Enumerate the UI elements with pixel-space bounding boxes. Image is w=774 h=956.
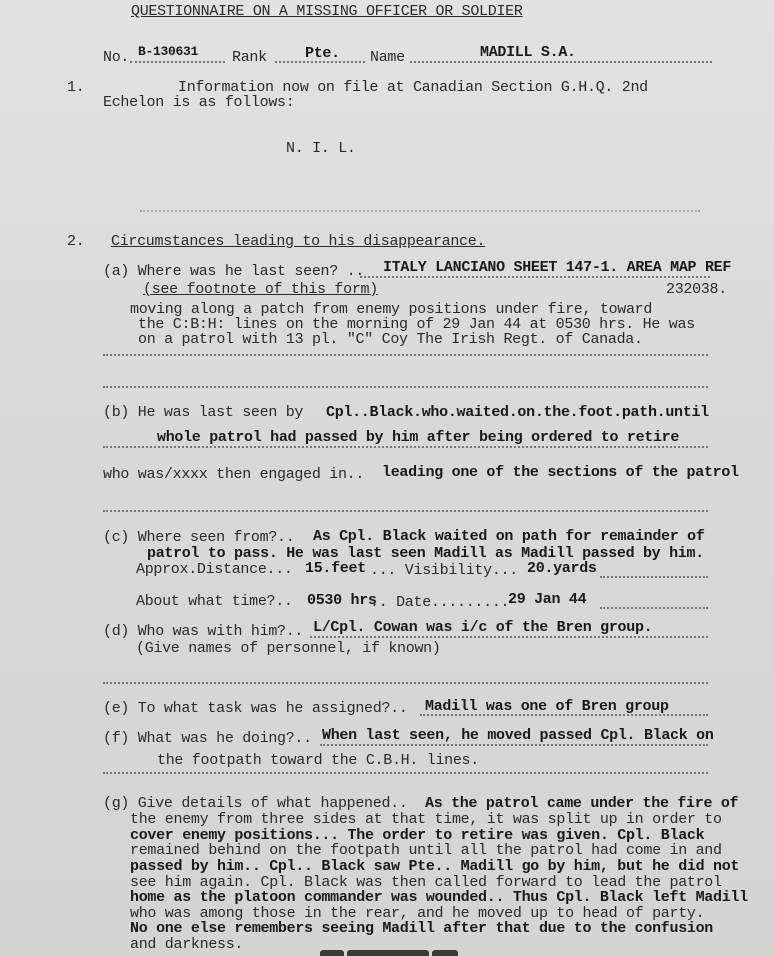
dotted-line [420, 714, 708, 716]
distance-label: Approx.Distance... [136, 561, 293, 578]
section1-line1: Information now on file at Canadian Section G.H.Q. 2nd [178, 79, 648, 96]
viewer-toolbar-button[interactable] [347, 950, 429, 956]
viewer-toolbar-button[interactable] [320, 950, 344, 956]
answer-f-1: When last seen, he moved passed Cpl. Black on [322, 727, 714, 744]
answer-a-dots [360, 276, 710, 278]
answer-b-1: Cpl..Black.who.waited.on.the.foot.path.until [326, 404, 709, 421]
answer-e: Madill was one of Bren group [425, 698, 669, 715]
answer-g-line: home as the platoon commander was wounded.. Thus Cpl. Black left Madill [130, 889, 748, 906]
visibility-value: 20.yards [527, 560, 597, 577]
name-label: Name [370, 49, 405, 66]
question-g: (g) Give details of what happened.. [103, 795, 408, 812]
dotted-line [320, 744, 708, 746]
footnote-ref: (see footnote of this form) [143, 281, 378, 298]
visibility-label: ... Visibility... [370, 562, 518, 579]
answer-a-mapref: 232038. [666, 281, 727, 298]
question-c: (c) Where seen from?.. [103, 529, 295, 546]
question-e: (e) To what task was he assigned?.. [103, 700, 408, 717]
dotted-line [103, 510, 708, 512]
rank-value: Pte. [305, 45, 340, 62]
rank-dots [275, 61, 365, 63]
viewer-toolbar-button[interactable] [432, 950, 458, 956]
question-a: (a) Where was he last seen? .. [103, 263, 365, 280]
dotted-line [103, 354, 708, 356]
label-b-engaged: who was/xxxx then engaged in.. [103, 466, 365, 483]
answer-f-2: the footpath toward the C.B.H. lines. [157, 752, 479, 769]
answer-g-line: cover enemy positions... The order to retire was given. Cpl. Black [130, 827, 705, 844]
question-d: (d) Who was with him?.. [103, 623, 304, 640]
answer-c-1: As Cpl. Black waited on path for remainder of [313, 528, 705, 545]
answer-g-line: the enemy from three sides at that time, it was split up in order to [130, 811, 722, 828]
answer-c-2: patrol to pass. He was last seen Madill as Madill passed by him. [147, 545, 704, 562]
dotted-line [103, 772, 708, 774]
answer-g-line: who was among those in the rear, and he moved up to head of party. [130, 905, 705, 922]
answer-b-3: leading one of the sections of the patrol [382, 464, 739, 481]
answer-a-line: the C:B:H: lines on the morning of 29 Jan 44 at 0530 hrs. He was [138, 316, 695, 333]
dotted-line [103, 386, 708, 388]
note-d: (Give names of personnel, if known) [136, 640, 441, 657]
answer-g-line: see him again. Cpl. Black was then called forward to lead the patrol [130, 874, 722, 891]
section1-number: 1. [67, 79, 85, 96]
section1-value: N. I. L. [286, 140, 356, 157]
answer-b-2: whole patrol had passed by him after being ordered to retire [157, 429, 680, 446]
section2-heading: Circumstances leading to his disappearance. [111, 233, 486, 250]
dotted-line [600, 576, 708, 578]
name-dots [410, 61, 712, 63]
section1-line2: Echelon is as follows: [103, 94, 295, 111]
dotted-line [310, 636, 708, 638]
question-f: (f) What was he doing?.. [103, 730, 312, 747]
answer-a-location: ITALY LANCIANO SHEET 147-1. AREA MAP REF [383, 259, 732, 276]
dotted-line [600, 607, 708, 609]
form-title: QUESTIONNAIRE ON A MISSING OFFICER OR SOLDIER [131, 3, 523, 20]
answer-g-line: and darkness. [130, 936, 244, 953]
answer-g-first: As the patrol came under the fire of [425, 795, 739, 812]
date-label: .. Date......... [370, 594, 510, 611]
answer-a-line: on a patrol with 13 pl. "C" Coy The Irish Regt. of Canada. [138, 331, 643, 348]
time-label: About what time?.. [136, 593, 293, 610]
section1-dots [140, 210, 700, 212]
answer-g-line: passed by him.. Cpl.. Black saw Pte.. Madill go by him, but he did not [130, 858, 740, 875]
question-b: (b) He was last seen by [103, 404, 304, 421]
dotted-line [103, 682, 708, 684]
dotted-line [103, 446, 708, 448]
time-value: 0530 hrs [307, 592, 377, 609]
distance-value: 15.feet [305, 560, 366, 577]
service-number: B-130631 [138, 44, 199, 59]
answer-d: L/Cpl. Cowan was i/c of the Bren group. [313, 619, 653, 636]
rank-label: Rank [232, 49, 267, 66]
date-value: 29 Jan 44 [508, 591, 587, 608]
section2-number: 2. [67, 233, 85, 250]
no-label: No. [103, 49, 130, 66]
answer-g-line: No one else remembers seeing Madill after that due to the confusion [130, 920, 713, 937]
answer-g-line: remained behind on the footpath until all the patrol had come in and [130, 842, 722, 859]
no-dots [130, 61, 225, 63]
answer-a-line: moving along a patch from enemy positions under fire, toward [130, 301, 653, 318]
name-value: MADILL S.A. [480, 44, 576, 61]
